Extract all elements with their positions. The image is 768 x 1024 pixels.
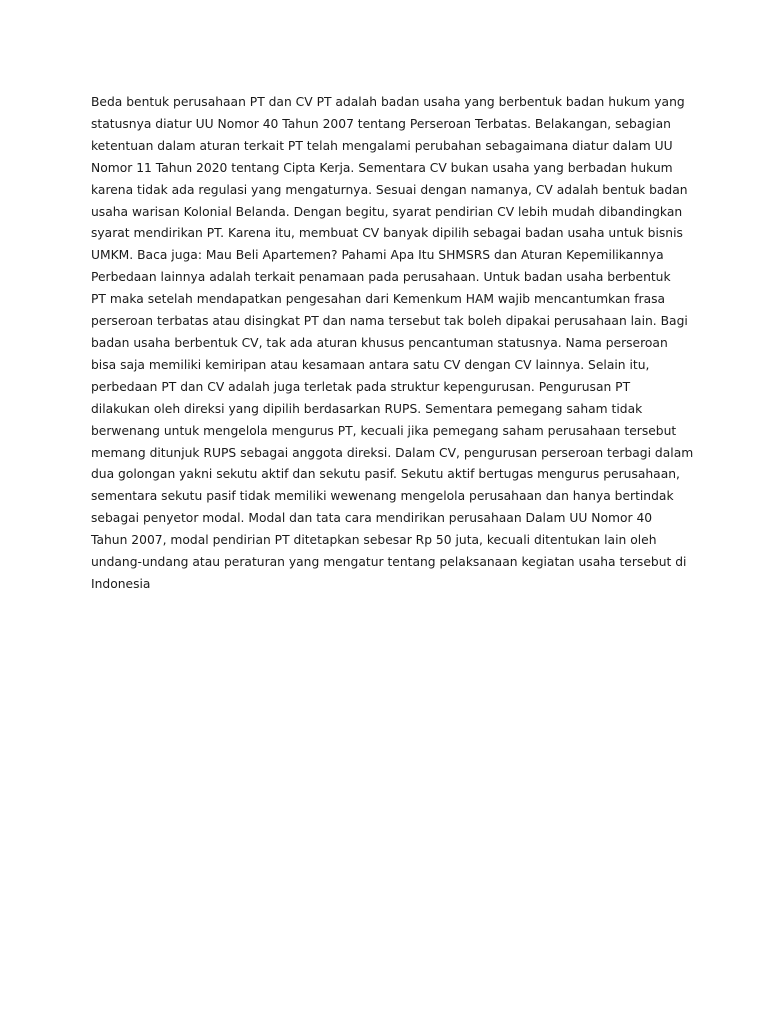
text-line: Beda bentuk perusahaan PT dan CV PT adalah badan usaha yang berbentuk badan hukum yang bbox=[91, 95, 685, 109]
text-line: Tahun 2007, modal pendirian PT ditetapkan sebesar Rp 50 juta, kecuali ditentukan lain oleh bbox=[91, 533, 657, 548]
text-line: perseroan terbatas atau disingkat PT dan nama tersebut tak boleh dipakai perusahaan lain. Bagi bbox=[91, 314, 688, 329]
text-line: karena tidak ada regulasi yang mengaturnya. Sesuai dengan namanya, CV adalah bentuk badan bbox=[91, 182, 688, 197]
text-line: statusnya diatur UU Nomor 40 Tahun 2007 tentang Perseroan Terbatas. Belakangan, sebagian bbox=[91, 116, 671, 131]
text-line: memang ditunjuk RUPS sebagai anggota direksi. Dalam CV, pengurusan perseroan terbagi dalam bbox=[91, 445, 694, 460]
text-line: dilakukan oleh direksi yang dipilih berdasarkan RUPS. Sementara pemegang saham tidak bbox=[91, 401, 643, 416]
text-line: berwenang untuk mengelola mengurus PT, kecuali jika pemegang saham perusahaan tersebut bbox=[91, 423, 677, 438]
text-line: PT maka setelah mendapatkan pengesahan dari Kemenkum HAM wajib mencantumkan frasa bbox=[91, 292, 666, 307]
text-line: sementara sekutu pasif tidak memiliki wewenang mengelola perusahaan dan hanya bertindak bbox=[91, 489, 674, 504]
text-line: badan usaha berbentuk CV, tak ada aturan khusus pencantuman statusnya. Nama perseroan bbox=[91, 335, 668, 350]
text-line: Indonesia bbox=[91, 576, 151, 591]
text-line: sebagai penyetor modal. Modal dan tata cara mendirikan perusahaan Dalam UU Nomor 40 bbox=[91, 511, 653, 526]
text-line: dua golongan yakni sekutu aktif dan sekutu pasif. Sekutu aktif bertugas mengurus perusahaan, bbox=[91, 467, 680, 482]
text-line: syarat mendirikan PT. Karena itu, membuat CV banyak dipilih sebagai badan usaha untuk bisnis bbox=[91, 226, 683, 241]
text-line: UMKM. Baca juga: Mau Beli Apartemen? Pahami Apa Itu SHMSRS dan Aturan Kepemilikannya bbox=[91, 248, 664, 263]
text-line: Nomor 11 Tahun 2020 tentang Cipta Kerja. Sementara CV bukan usaha yang berbadan hukum bbox=[91, 160, 673, 175]
text-line: undang-undang atau peraturan yang mengatur tentang pelaksanaan kegiatan usaha tersebut di bbox=[91, 555, 687, 570]
text-line: Perbedaan lainnya adalah terkait penamaan pada perusahaan. Untuk badan usaha berbentuk bbox=[91, 270, 671, 285]
text-line: perbedaan PT dan CV adalah juga terletak pada struktur kepengurusan. Pengurusan PT bbox=[91, 379, 631, 394]
body-paragraph bbox=[91, 92, 694, 596]
text-line: bisa saja memiliki kemiripan atau kesamaan antara satu CV dengan CV lainnya. Selain itu, bbox=[91, 357, 650, 372]
text-line: usaha warisan Kolonial Belanda. Dengan begitu, syarat pendirian CV lebih mudah dibandingkan bbox=[91, 204, 683, 219]
text-line: ketentuan dalam aturan terkait PT telah mengalami perubahan sebagaimana diatur dalam UU bbox=[91, 138, 673, 153]
